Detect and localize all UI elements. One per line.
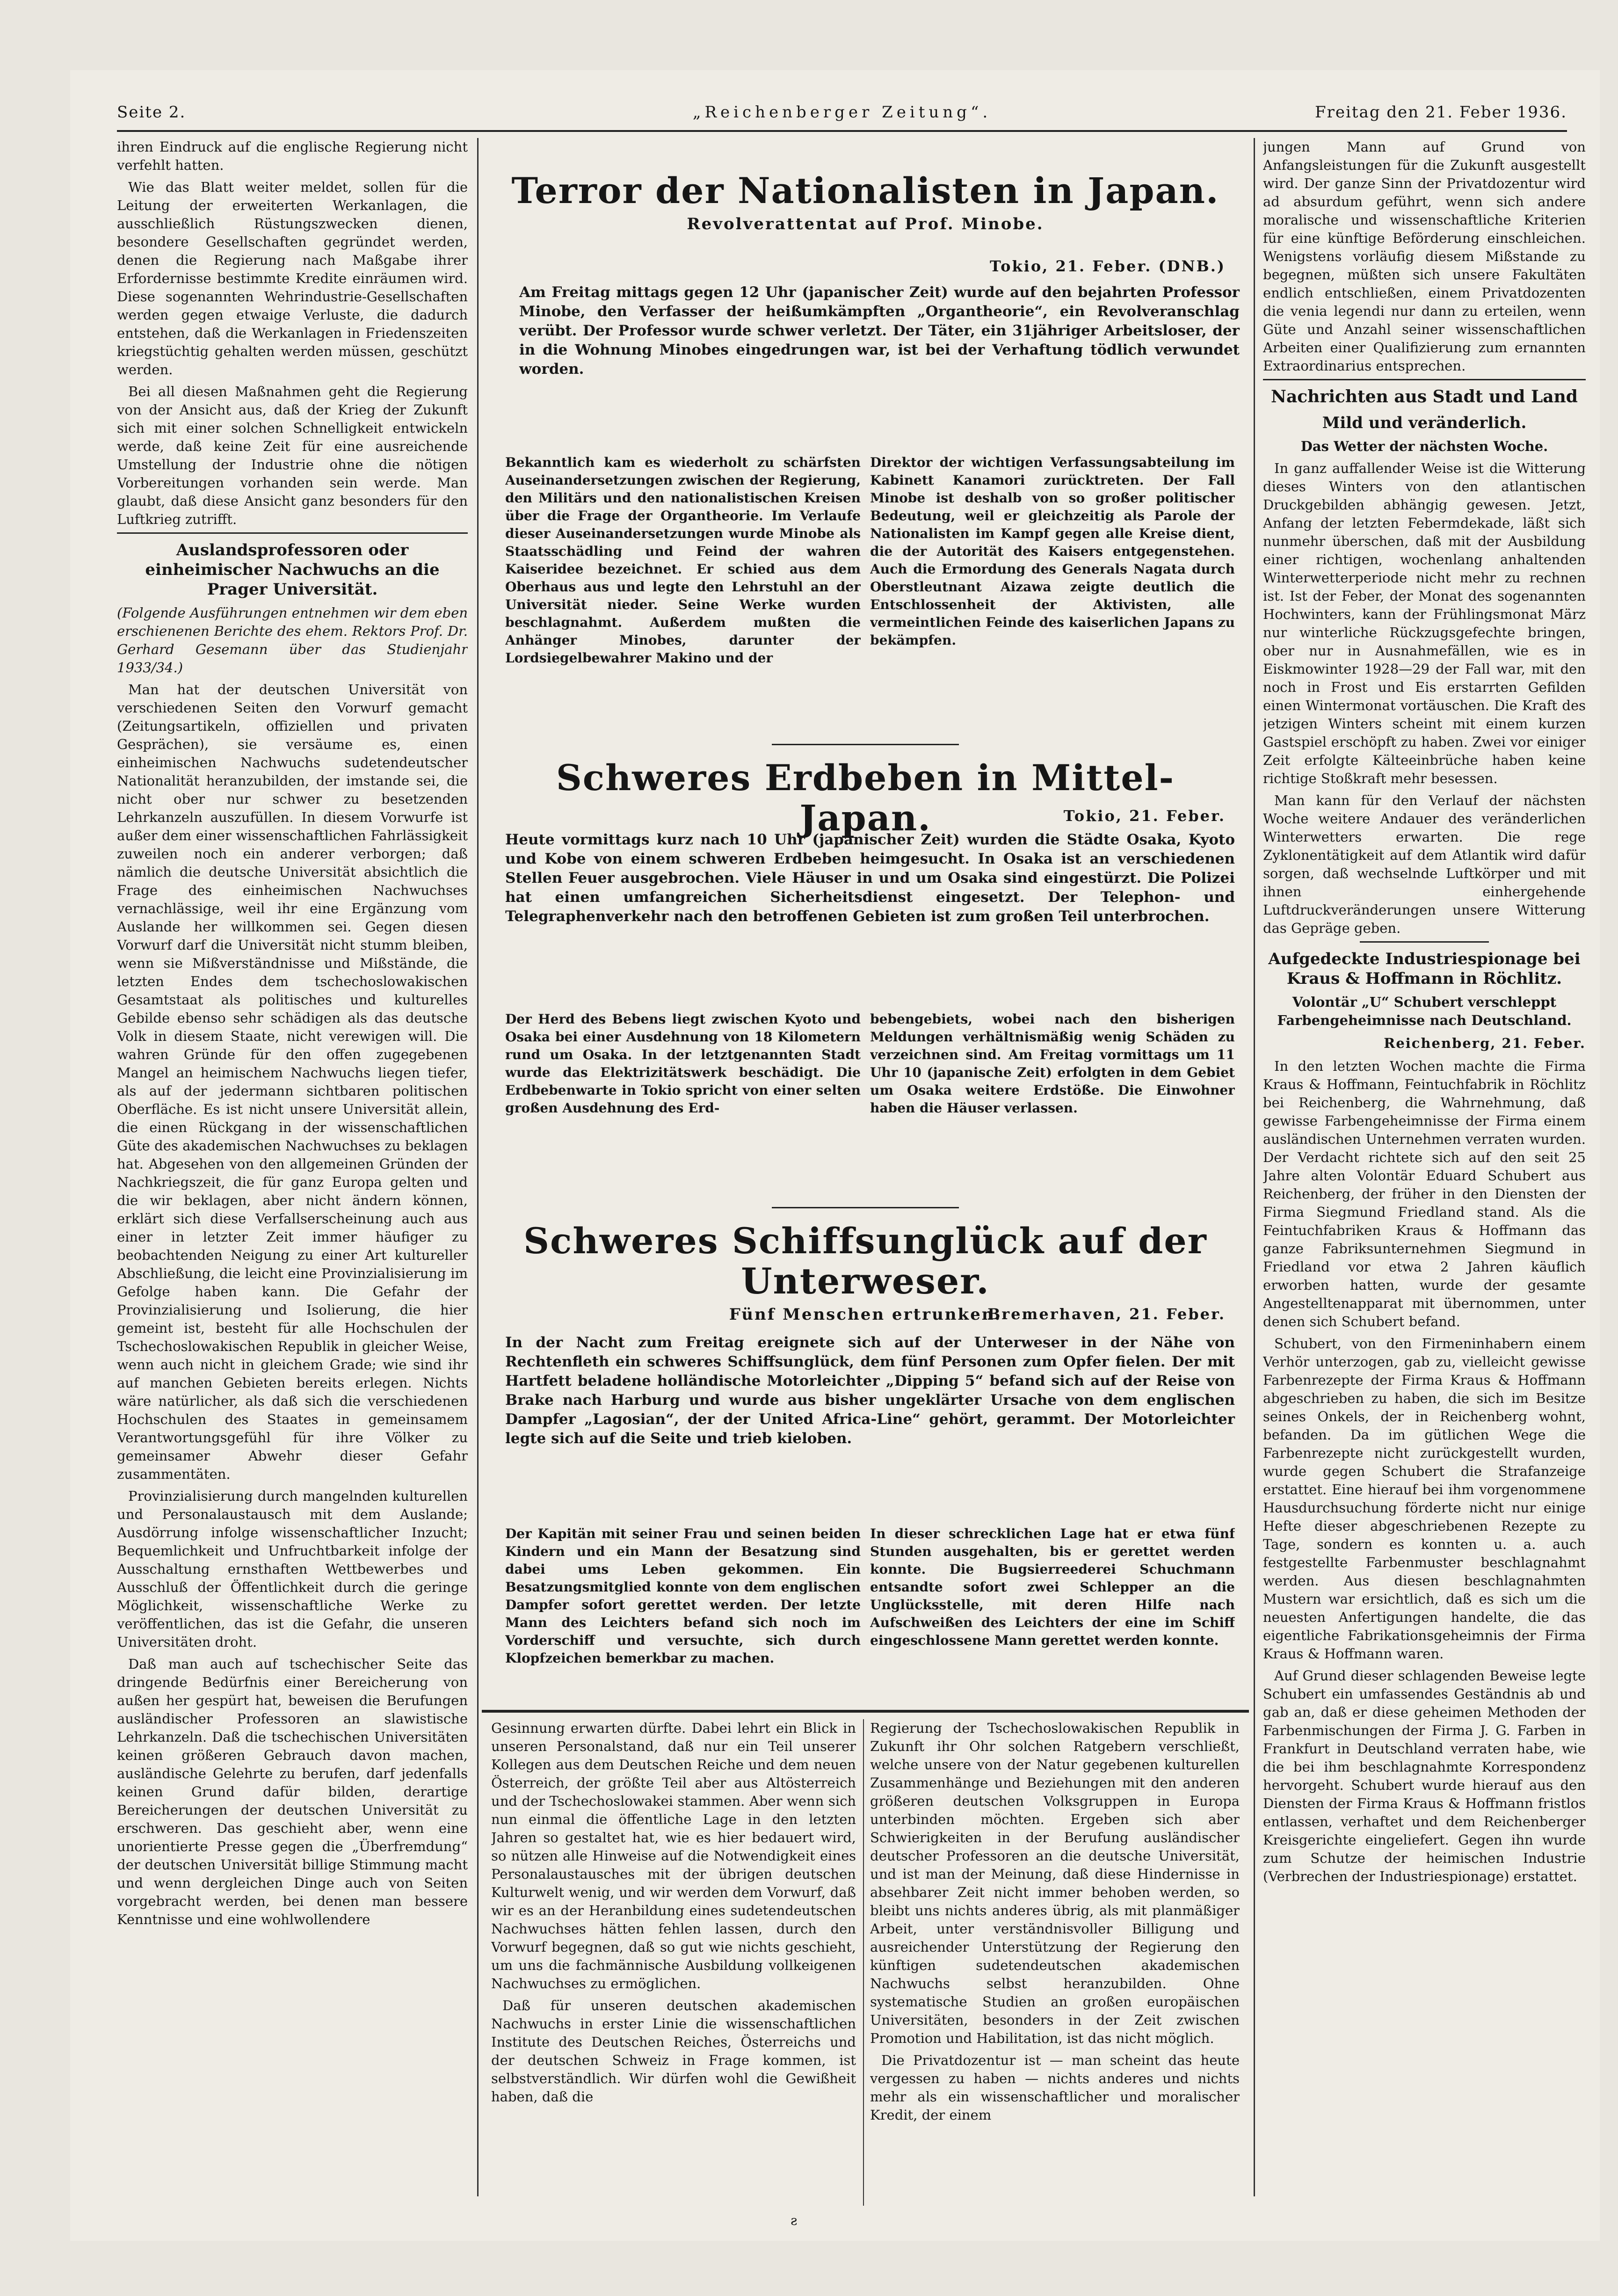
article-paragraph: Provinzialisierung durch mangelnden kulturellen und Personalaustausch mit dem Auslande; Ausdörrung infolge wissenschaftlicher Inzucht; Bequemlichkeit und Unfruchtbarkeit infolge der Ausschaltung ernsthaften Wettbewerbes und Ausschluß der Öffentlichkeit durch die geringe Möglichkeit, wissenschaftliche Werke zu veröffentlichen, das ist die Gefahr, die unseren Universitäten droht. [117, 1488, 468, 1650]
article-paragraph: Regierung der Tschechoslowakischen Republik in Zukunft ihr Ohr solchen Ratgebern verschließt, welche unsere von der Natur gegebenen kulturellen Zusammenhänge und Beziehungen mit den anderen größeren deutschen Volksgruppen in Europa unterbinden möchten. Ergeben sich aber Schwierigkeiten in der Berufung ausländischer deutscher Professoren an die deutsche Universität, und ist man der Meinung, daß diese Hindernisse in absehbarer Zeit nicht immer behoben werden, so bleibt uns nichts anderes übrig, als mit planmäßiger Arbeit, unter verständnisvoller Billigung und ausreichender Unterstützung der Regierung den künftigen sudetendeutschen akademischen Nachwuchs selbst heranzubilden. Ohne systematische Studien an großen europäischen Universitäten, besonders in der Zeit zwischen Promotion und Habilitation, ist das nicht möglich. [870, 1720, 1240, 2046]
article-paragraph: ihren Eindruck auf die englische Regierung nicht verfehlt hatten. [117, 139, 468, 173]
section-title: Nachrichten aus Stadt und Land [1271, 387, 1578, 407]
issue-date: Freitag den 21. Feber 1936. [1315, 103, 1567, 122]
continuation-column-b [870, 1719, 1240, 2215]
story1-header [491, 171, 1240, 233]
article-paragraph: Die Privatdozentur ist — man scheint das heute vergessen zu haben — nichts anderes und nichts mehr als ein wissenschaftlicher und moralischer Kredit, der einem [870, 2052, 1240, 2123]
story3-lead: In der Nacht zum Freitag ereignete sich auf der Unterweser in der Nähe von Rechtenfleth ein schweres Schiffsunglück, dem fünf Personen zum Opfer fielen. Der mit Hartfett beladene holländische Motorleichter „Dipping 5“ befand sich auf der Reise von Brake nach Harburg und wurde aus bisher ungeklärter Ursache von dem englischen Dampfer „Lagosian“, der der United Africa-Line“ gehört, gerammt. Der Motorleichter legte sich auf die Seite und trieb kieloben. [505, 1334, 1235, 1447]
article-headline: Mild und veränderlich. [1322, 414, 1527, 432]
newspaper-page [70, 70, 1600, 2241]
header-rule [117, 130, 1567, 132]
left-column [117, 138, 468, 2215]
story1-dateline: Tokio, 21. Feber. (DNB.) [990, 257, 1226, 275]
story3-column-a: Der Kapitän mit seiner Frau und seinen beiden Kindern und ein Mann der Besatzung sind dabei ums Leben gekommen. Ein Besatzungsmitglied konnte von dem englischen Dampfer sofort gerettet werden. Der letzte Mann des Leichters befand sich noch im Vorderschiff und versuchte, sich durch Klopfzeichen bemerkbar zu machen. [505, 1526, 861, 1666]
story1-lead: Am Freitag mittags gegen 12 Uhr (japanischer Zeit) wurde auf den bejahrten Professor Minobe, den Verfasser der heißumkämpften „Organtheorie“, ein Revolveranschlag verübt. Der Professor wurde schwer verletzt. Der Täter, ein 31jähriger Arbeitsloser, der in die Wohnung Minobes eingedrungen war, ist bei der Verhaftung tödlich verwundet worden. [519, 284, 1240, 378]
story2-dateline: Tokio, 21. Feber. [1063, 807, 1226, 825]
article-subhead: Volontär „U“ Schubert verschleppt Farbengeheimnisse nach Deutschland. [1277, 994, 1572, 1028]
story3-dateline: Bremerhaven, 21. Feber. [987, 1305, 1226, 1323]
article-paragraph: In den letzten Wochen machte die Firma Kraus & Hoffmann, Feintuchfabrik in Röchlitz bei Reichenberg, die Wahrnehmung, daß gewisse Farbengeheimnisse der Firma einem ausländischen Unternehmen verraten wurden. Der Verdacht richtete sich auf den seit 25 Jahre alten Volontär Eduard Schubert aus Reichenberg, der früher in den Diensten der Firma Siegmund Friedland stand. Als die Feintuchfabriken Kraus & Hoffmann das ganze Fabriksunternehmen Siegmund in Friedland vor etwa 2 Jahren käuflich erworben hatten, wurde der gesamte Angestelltenapparat mit übernommen, unter denen sich Schubert befand. [1263, 1058, 1586, 1330]
article-paragraph: Schubert, von den Firmeninhabern einem Verhör unterzogen, gab zu, vielleicht gewisse Farbenrezepte der Firma Kraus & Hoffmann abgeschrieben zu haben, die sich im Besitze seines Onkels, der in Reichenberg wohnt, befanden. Da im gütlichen Wege die Farbenrezepte nicht zurückgestellt wurden, wurde gegen Schubert die Strafanzeige erstattet. Eine hierauf bei ihm vorgenommene Hausdurchsuchung förderte nicht nur einige Hefte dieser abgeschriebenen Rezepte zu Tage, sondern es konnten u. a. auch festgestellte Farbenmuster beschlagnahmt werden. Aus diesen beschlagnahmten Mustern war ersichtlich, daß es sich um die neuesten Anfertigungen handelte, die das eigentliche Fabrikationsgeheimnis der Firma Kraus & Hoffmann waren. [1263, 1336, 1586, 1662]
newspaper-title: „Reichenberger Zeitung“. [692, 103, 992, 122]
section-rule [1263, 379, 1586, 380]
article-paragraph: Man hat der deutschen Universität von verschiedenen Seiten den Vorwurf gemacht (Zeitungsartikeln, offiziellen und privaten Gesprächen), sie versäume es, einen einheimischen Nachwuchs sudetendeutscher Nationalität heranzubilden, der imstande sei, die nicht ober nur schwer zu besetzenden Lehrkanzeln auszufüllen. In diesem Vorwurfe ist außer dem einer wissenschaftlichen Fahrlässigkeit zuweilen noch ein anderer verborgen; daß nämlich die deutsche Universität absichtlich die Frage des einheimischen Nachwuchses vernachlässige, weil ihr eine Ergänzung vom Auslande her willkommen sei. Gegen diesen Vorwurf darf die Universität nicht stumm bleiben, wenn sie Mißverständnisse und Mißstände, die letzten Endes dem tschechoslowakischen Gesamtstaat als politisches und kulturelles Gebilde ebenso sehr schädigen als das deutsche Volk in diesem Staate, nicht verewigen will. Die wahren Gründe für den offen zugegebenen Mangel an heimischem Nachwuchs liegen tiefer, als auf der jedermann sichtbaren politischen Oberfläche. Es ist nicht unsere Universität allein, die einen Rückgang in der wissenschaftlichen Güte des akademischen Nachwuchses zu beklagen hat. Abgesehen von den allgemeinen Gründen der Nachkriegszeit, die für ganz Europa gelten und die wir beklagen, aber nicht ändern können, erklärt sich diese Verfallserscheinung auch aus einer in letzter Zeit immer häufiger zu beobachtenden Neigung zu einer Art kultureller Abschließung, die leicht eine Provinzialisierung im Gefolge haben kann. Die Gefahr der Provinzialisierung und Isolierung, die hier gemeint ist, besteht für alle Hochschulen der Tschechoslowakischen Republik in gleicher Weise, wenn auch nicht in gleichem Grade; wie sind ihr auf manchen Gebieten bereits erlegen. Nichts wäre natürlicher, als daß sich die verschiedenen Hochschulen des Staates in gemeinsamem Verantwortungsgefühl für ihre Völker zu gemeinsamer Abwehr dieser Gefahr zusammentäten. [117, 682, 468, 1482]
article-paragraph: Bei all diesen Maßnahmen geht die Regierung von der Ansicht aus, daß der Krieg der Zukunft sich mit einer solchen Schnelligkeit entwickeln werde, daß keine Zeit für eine ausreichende Umstellung der Industrie ohne die nötigen Vorbereitungen vorhanden sein werde. Man glaubt, daß diese Ansicht ganz besonders für den Luftkrieg zutrifft. [117, 384, 468, 527]
article-paragraph: In ganz auffallender Weise ist die Witterung dieses Winters von den atlantischen Druckgebilden abhängig gewesen. Jetzt, Anfang der letzten Febermdekade, läßt sich nunmehr überschen, daß mit der Ausbildung einer richtigen, wochenlang anhaltenden Winterwetterperiode nicht mehr zu rechnen ist. Ist der Feber, der Monat des sogenannten Hochwinters, kann der Frühlingsmonat März nur winterliche Rückzugsgefechte bringen, ober nur in Ausnahmefällen, wie es in Eiskmowinter 1928—29 der Fall war, mit den noch in Frost und Eis erstarrten Gefilden einen Wintermonat vortäuschen. Die Kraft des jetzigen Winters scheint mit einem kurzen Gastspiel erschöpft zu haben. Zwei vor einiger Zeit erfolgte Kälteeinbrüche haben keine richtige Stoßkraft mehr besessen. [1263, 460, 1586, 786]
story1-headline: Terror der Nationalisten in Japan. [511, 170, 1219, 211]
story-separator [1360, 941, 1489, 943]
story1-column-b: Direktor der wichtigen Verfassungsabteilung im Kabinett Kanamori zurücktreten. Der Fall Minobe ist deshalb von so großer politischer Bedeutung, weil er gleichzeitig als Parole der Nationalisten im Kampf gegen alle Kreise dient, die der Autorität des Kaisers entgegenstehen. Auch die Ermordung des Generals Nagata durch Oberstleutnant Aizawa zeigte deutlich die Entschlossenheit der Aktivisten, alle vermeintlichen Feinde des kaiserlichen Japans zu bekämpfen. [870, 455, 1235, 648]
story1-column-a: Bekanntlich kam es wiederholt zu schärfsten Auseinandersetzungen zwischen der Regierung, den Militärs und den nationalistischen Kreisen über die Frage der Organtheorie. Im Verlaufe dieser Auseinandersetzungen wurde Minobe als Staatsschädling und Feind der wahren Kaiseridee bezeichnet. Er schied aus dem Oberhaus aus und legte den Lehrstuhl an der Universität nieder. Seine Werke wurden beschlagnahmt. Außerdem mußten die Anhänger Minobes, darunter der Lordsiegelbewahrer Makino und der [505, 455, 861, 666]
column-divider [1254, 138, 1255, 2196]
article-paragraph: Daß für unseren deutschen akademischen Nachwuchs in erster Linie die wissenschaftlichen Institute des Deutschen Reiches, Österreichs und der deutschen Schweiz in Frage kommen, ist selbstverständlich. Wir dürfen wohl die Gewißheit haben, daß die [491, 1998, 856, 2105]
story2-lead: Heute vormittags kurz nach 10 Uhr (japanischer Zeit) wurden die Städte Osaka, Kyoto und Kobe von einem schweren Erdbeben heimgesucht. In Osaka ist an verschiedenen Stellen Feuer ausgebrochen. Viele Häuser in und um Osaka sind eingestürzt. Die Polizei hat einen umfangreichen Sicherheitsdienst eingesetzt. Der Telephon- und Telegraphenverkehr nach den betroffenen Gebieten ist zum großen Teil unterbrochen. [505, 831, 1235, 925]
story2-headline: Schweres Erdbeben in Mittel-Japan. [556, 757, 1175, 839]
footer-mark: ƨ [791, 2213, 798, 2228]
article-paragraph: Man kann für den Verlauf der nächsten Woche weitere Andauer des veränderlichen Winterwetters erwarten. Die rege Zyklonentätigkeit auf dem Atlantik wird dafür sorgen, daß wechselnde Luftkörper und mit ihnen einhergehende Luftdruckveränderungen unsere Witterung das Gepräge geben. [1263, 792, 1586, 936]
story2-column-a: Der Herd des Bebens liegt zwischen Kyoto und Osaka bei einer Ausdehnung von 18 Kilometern rund um Osaka. In der letztgenannten Stadt wurde das Elektrizitätswerk beschädigt. Die Erdbebenwarte in Tokio spricht von einer selten großen Ausdehnung des Erd- [505, 1011, 861, 1116]
story3-headline: Schweres Schiffsunglück auf der Unterweser. [523, 1220, 1207, 1302]
article-paragraph: Daß man auch auf tschechischer Seite das dringende Bedürfnis einer Bereicherung von außen her gespürt hat, beweisen die Berufungen ausländischer Professoren an slawistische Lehrkanzeln. Daß die tschechischen Universitäten keinen größeren Gebrauch davon machen, ausländische Gelehrte zu berufen, darf jedenfalls keinen Grund dafür bilden, derartige Bereicherungen der deutschen Universität zu erschweren. Das geschieht aber, wenn eine unorientierte Presse gegen die „Überfremdung“ der deutschen Universität billige Stimmung macht und wenn dergleichen Dinge auch von Seiten vorgebracht werden, bei denen man bessere Kenntnisse und eine wohlwollendere [117, 1656, 468, 1927]
column-divider [863, 1719, 864, 2206]
column-divider [477, 138, 479, 2196]
page-number: Seite 2. [117, 103, 186, 122]
article-paragraph: jungen Mann auf Grund von Anfangsleistungen für die Zukunft ausgestellt wird. Der ganze Sinn der Privatdozentur wird ad absurdum geführt, wenn sich andere moralische und wissenschaftliche Kriterien für eine künftige Beförderung einschleichen. Wenigstens vorläufig diesem Mißstande zu begegnen, müßten sich unsere Fakultäten endlich entschließen, einem Privatdozenten die venia legendi nur dann zu erteilen, wenn Güte und Anzahl seiner wissenschaftlichen Arbeiten einer Qualifizierung zum ernannten Extraordinarius entsprechen. [1263, 139, 1586, 374]
article-dateline: Reichenberg, 21. Feber. [1384, 1035, 1586, 1051]
story2-column-b: bebengebiets, wobei nach den bisherigen Meldungen verhältnismäßig wenig Schäden zu verzeichnen sind. Am Freitag vormittags um 11 Uhr 10 (japanische Zeit) erfolgten in dem Gebiet um Osaka weitere Erdstöße. Die Einwohner haben die Häuser verlassen. [870, 1011, 1235, 1116]
article-note: (Folgende Ausführungen entnehmen wir dem eben erschienenen Berichte des ehem. Rektors Prof. Dr. Gerhard Gesemann über das Studienjahr 1933/34.) [117, 605, 468, 676]
story3-subhead: Fünf Menschen ertrunken. [729, 1305, 1002, 1324]
section-rule [482, 1710, 1249, 1713]
article-paragraph: Wie das Blatt weiter meldet, sollen für die Leitung der erweiterten Werkanlagen, die ausschließlich Rüstungszwecken dienen, besondere Gesellschaften gegründet werden, denen die Regierung nach Maßgabe ihrer Erfordernisse bestimmte Kredite einräumen wird. Diese sogenannten Wehrindustrie-Gesellschaften werden gegen etwaige Verluste, die dadurch entstehen, daß die Werkanlagen in Friedenszeiten kriegstüchtig gehalten werden müssen, geschützt werden. [117, 179, 468, 378]
article-headline: Aufgedeckte Industriespionage bei Kraus & Hoffmann in Röchlitz. [1268, 950, 1581, 988]
right-column [1263, 138, 1586, 2215]
story-separator [772, 744, 959, 745]
story2-header [491, 758, 1240, 838]
article-paragraph: Auf Grund dieser schlagenden Beweise legte Schubert ein umfassendes Geständnis ab und gab an, daß er diese geheimen Methoden der Farbenmischungen der Firma J. G. Farben in Frankfurt in Deutschland verraten habe, wie die bei ihm beschlagnahmte Korrespondenz hervorgeht. Schubert wurde hierauf aus den Diensten der Firma Kraus & Hoffmann fristlos entlassen, verhaftet und dem Reichenberger Kreisgerichte eingeliefert. Gegen ihn wurde zum Schutze der heimischen Industrie (Verbrechen der Industriespionage) erstattet. [1263, 1668, 1586, 1884]
story-separator [772, 1207, 959, 1208]
article-headline: Auslandsprofessoren oder einheimischer Nachwuchs an die Prager Universität. [145, 541, 440, 599]
page-header [117, 103, 1567, 131]
continuation-column-a [491, 1719, 856, 2215]
article-paragraph: Gesinnung erwarten dürfte. Dabei lehrt ein Blick in unseren Personalstand, daß nur ein Teil unserer Kollegen aus dem Deutschen Reiche und dem neuen Österreich, der größte Teil aber aus Altösterreich und der Tschechoslowakei stammen. Aber wenn sich nun einmal die öffentliche Lage in den letzten Jahren so gestaltet hat, wie es hier bedauert wird, so nützen alle Hinweise auf die Notwendigkeit eines Personalaustausches mit der übrigen deutschen Kulturwelt wenig, und wir werden dem Vorwurf, daß wir es an der Heranbildung eines sudetendeutschen Nachwuchses hätten fehlen lassen, durch den Vorwurf begegnen, daß so gut wie nichts geschieht, um uns die fachmännische Ausbildung vollkeigenen Nachwuchses zu ermöglichen. [491, 1720, 856, 1991]
story3-column-b: In dieser schrecklichen Lage hat er etwa fünf Stunden ausgehalten, bis er gerettet werden konnte. Die Bugsierreederei Schuchmann entsandte sofort zwei Schlepper an die Unglücksstelle, mit deren Hilfe nach Aufschweißen des Leichters der eine im Schiff eingeschlossene Mann gerettet werden konnte. [870, 1526, 1235, 1648]
story1-subhead: Revolverattentat auf Prof. Minobe. [687, 215, 1044, 233]
article-subhead: Das Wetter der nächsten Woche. [1300, 438, 1548, 454]
section-rule [117, 532, 468, 534]
